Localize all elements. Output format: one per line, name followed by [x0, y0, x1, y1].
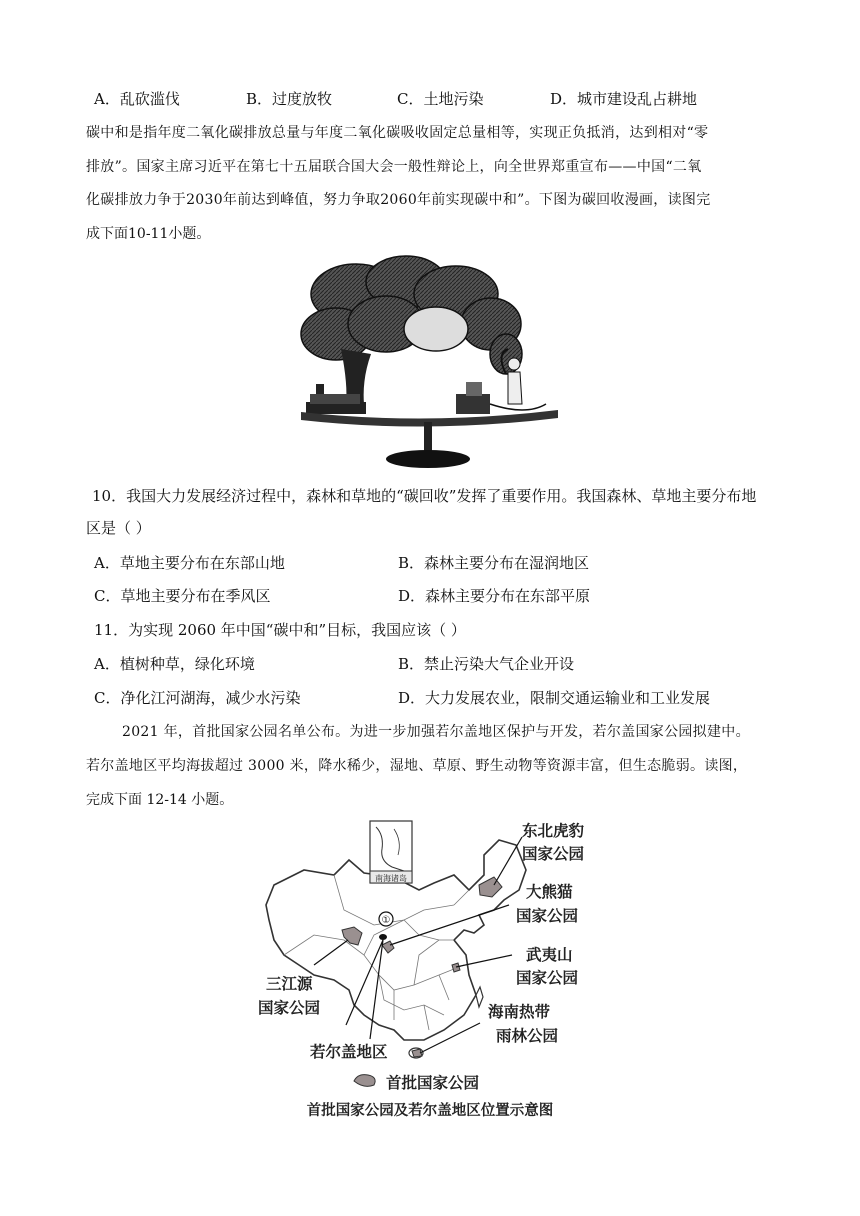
q10-stem-line2: 区是（ ） [86, 519, 151, 537]
q9-option-d: D．城市建设乱占耕地 [550, 90, 698, 108]
q9-option-a: A．乱砍滥伐 [94, 90, 180, 108]
label-hainan-1: 海南热带 [488, 1003, 551, 1021]
label-sanjiangyuan-1: 三江源 [266, 975, 313, 993]
q11-option-a: A．植树种草，绿化环境 [94, 655, 255, 673]
q9-option-b: B．过度放牧 [246, 90, 333, 108]
q10-option-a: A．草地主要分布在东部山地 [94, 554, 285, 572]
q11-stem: 11．为实现 2060 年中国“碳中和”目标，我国应该（ ） [94, 621, 466, 639]
q11-option-b: B．禁止污染大气企业开设 [398, 655, 575, 673]
passage1-line2: 排放”。国家主席习近平在第七十五届联合国大会一般性辩论上，向全世界郑重宣布——中国“二氧 [86, 159, 702, 175]
park-wuyishan [452, 963, 460, 972]
passage1-line1: 碳中和是指年度二氧化碳排放总量与年度二氧化碳吸收固定总量相等，实现正负抵消，达到相对“零 [86, 125, 709, 141]
label-hainan-2: 雨林公园 [496, 1027, 559, 1045]
carbon-cartoon-illustration [296, 254, 562, 470]
legend-label: 首批国家公园 [386, 1074, 480, 1092]
q10-option-c: C．草地主要分布在季风区 [94, 587, 271, 605]
passage2-line2: 若尔盖地区平均海拔超过 3000 米，降水稀少，湿地、草原、野生动物等资源丰富，但生态脆弱。读图， [86, 758, 748, 774]
passage1-line3: 化碳排放力争于2030年前达到峰值，努力争取2060年前实现碳中和”。下图为碳回收漫画，读图完 [86, 192, 711, 208]
south-china-sea-inset [370, 821, 412, 883]
label-daxiongmao-2: 国家公园 [516, 907, 579, 925]
passage2-line3: 完成下面 12-14 小题。 [86, 792, 234, 808]
label-sanjiangyuan-2: 国家公园 [258, 999, 321, 1017]
ruoergai-point [379, 934, 387, 940]
label-dongbei-2: 国家公园 [522, 845, 585, 863]
legend-swatch [354, 1075, 375, 1087]
balance-stand [424, 422, 432, 452]
inset-label: 南海诸岛 [375, 874, 407, 883]
label-dongbei-1: 东北虎豹 [522, 822, 585, 840]
q10-stem-line1: 10．我国大力发展经济过程中，森林和草地的“碳回收”发挥了重要作用。我国森林、草地主要分布地 [92, 487, 757, 505]
balance-base [386, 450, 470, 468]
q11-option-c: C．净化江河湖海，减少水污染 [94, 689, 301, 707]
q10-option-d: D．森林主要分布在东部平原 [398, 587, 591, 605]
q11-option-d: D．大力发展农业，限制交通运输业和工业发展 [398, 689, 711, 707]
q10-option-b: B．森林主要分布在湿润地区 [398, 554, 590, 572]
worker-icon [456, 349, 546, 414]
label-ruoergai: 若尔盖地区 [310, 1043, 388, 1061]
label-wuyishan-1: 武夷山 [526, 946, 573, 964]
label-wuyishan-2: 国家公园 [516, 969, 579, 987]
passage2-line1: 2021 年，首批国家公园名单公布。为进一步加强若尔盖地区保护与开发，若尔盖国家公园拟建中。 [122, 724, 750, 740]
marker-1-label: ① [381, 915, 391, 926]
smoke-cloud [301, 256, 522, 374]
national-parks-map [254, 815, 606, 1127]
q9-option-c: C．土地污染 [397, 90, 484, 108]
label-daxiongmao-1: 大熊猫 [526, 883, 573, 901]
map-caption: 首批国家公园及若尔盖地区位置示意图 [306, 1103, 554, 1119]
passage1-line4: 成下面10-11小题。 [86, 226, 211, 242]
taiwan-island [476, 987, 483, 1007]
